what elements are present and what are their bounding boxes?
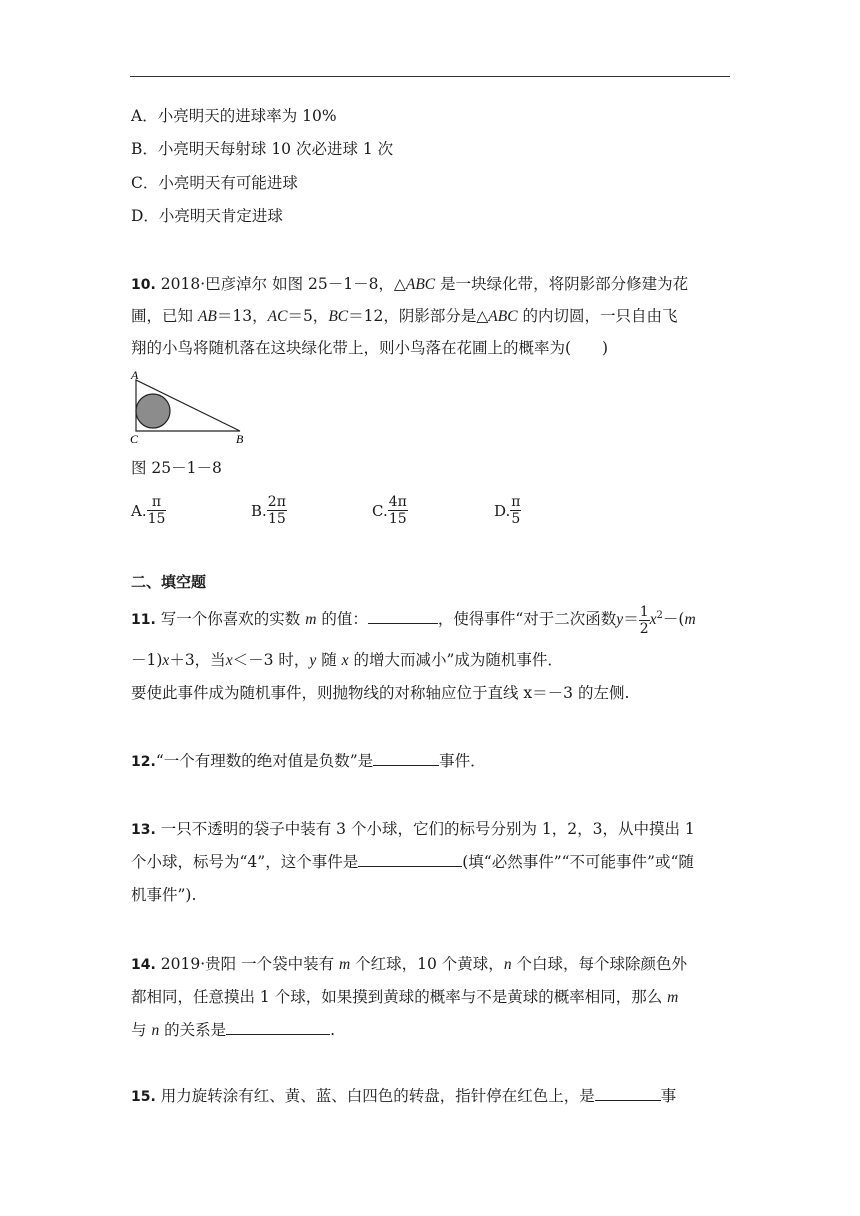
answer-blank[interactable] (595, 1086, 661, 1101)
fraction: $\frac{\pi}{5}$ (511, 494, 521, 527)
q11-line-2: －1)x＋3，当x＜－3 时，y 随 x 的增大而减小”成为随机事件． (131, 651, 563, 669)
vertex-label-a: A (131, 370, 139, 382)
q10-option-c: C. $\frac{4\pi}{15}$ (372, 494, 407, 527)
triangle-incircle-figure (128, 370, 258, 450)
fraction: $\frac{\pi}{15}$ (147, 494, 166, 527)
fraction-one-half: $\frac{1}{2}$ (639, 603, 649, 637)
answer-blank[interactable] (368, 609, 438, 624)
q9-option-a: A．小亮明天的进球率为 10% (131, 107, 337, 125)
q15-number: 15. (131, 1089, 156, 1105)
q14-line-2: 都相同，任意摸出 1 个球，如果摸到黄球的概率与不是黄球的概率相同，那么 m (131, 988, 679, 1006)
q14-number: 14. (131, 957, 156, 973)
figure-caption: 图 25－1－8 (131, 459, 222, 477)
fraction: $\frac{2\pi}{15}$ (267, 494, 286, 527)
section-heading: 二、填空题 (131, 573, 207, 591)
q9-option-b: B．小亮明天每射球 10 次必进球 1 次 (131, 140, 394, 158)
q10-line-3: 翔的小鸟将随机落在这块绿化带上，则小鸟落在花圃上的概率为( ) (131, 339, 609, 357)
q13-number: 13. (131, 822, 156, 838)
q14-line-1: 14. 2019·贵阳 一个袋中装有 m 个红球，10 个黄球，n 个白球，每个球除颜色外 (131, 955, 688, 973)
q12-line-1: 12.“一个有理数的绝对值是负数”是 事件． (131, 752, 486, 770)
fraction: $\frac{4\pi}{15}$ (388, 494, 407, 527)
q10-option-a: A. $\frac{\pi}{15}$ (131, 494, 166, 527)
q13-line-3: 机事件”). (131, 886, 197, 904)
vertex-label-c: C (130, 432, 139, 446)
answer-blank[interactable] (373, 751, 439, 766)
q11-line-1: 11. 写一个你喜欢的实数 m 的值： ，使得事件“对于二次函数y＝ $\frac{1}{2}$ $x^2-(m$ (131, 603, 696, 637)
q10-option-b: B. $\frac{2\pi}{15}$ (251, 494, 286, 527)
q10-option-d: D. $\frac{\pi}{5}$ (494, 494, 521, 527)
vertex-label-b: B (236, 432, 244, 446)
q9-option-c: C．小亮明天有可能进球 (131, 174, 298, 192)
q11-line-3: 要使此事件成为随机事件，则抛物线的对称轴应位于直线 x＝－3 的左侧. (131, 684, 630, 702)
q13-line-2: 个小球，标号为“4”，这个事件是 (填“必然事件”“不可能事件”或“随 (131, 853, 694, 871)
q10-line-1: 10. 2018·巴彦淖尔 如图 25－1－8，△ABC 是一块绿化带，将阴影部分修建为花 (131, 275, 689, 293)
q11-number: 11. (131, 612, 156, 629)
q12-number: 12. (131, 754, 156, 770)
header-rule (130, 76, 730, 77)
q15-line-1: 15. 用力旋转涂有红、黄、蓝、白四色的转盘，指针停在红色上，是 事 (131, 1087, 677, 1105)
incircle-shaded (136, 394, 170, 428)
answer-blank[interactable] (358, 852, 462, 867)
answer-blank[interactable] (226, 1020, 330, 1035)
q10-number: 10. (131, 277, 156, 293)
q14-line-3: 与 n 的关系是 . (131, 1021, 336, 1039)
q10-line-2: 圃，已知 AB＝13，AC＝5，BC＝12，阴影部分是△ABC 的内切圆，一只自由飞 (131, 307, 678, 325)
q13-line-1: 13. 一只不透明的袋子中装有 3 个小球，它们的标号分别为 1，2，3，从中摸出 1 (131, 820, 695, 838)
q9-option-d: D．小亮明天肯定进球 (131, 207, 283, 225)
